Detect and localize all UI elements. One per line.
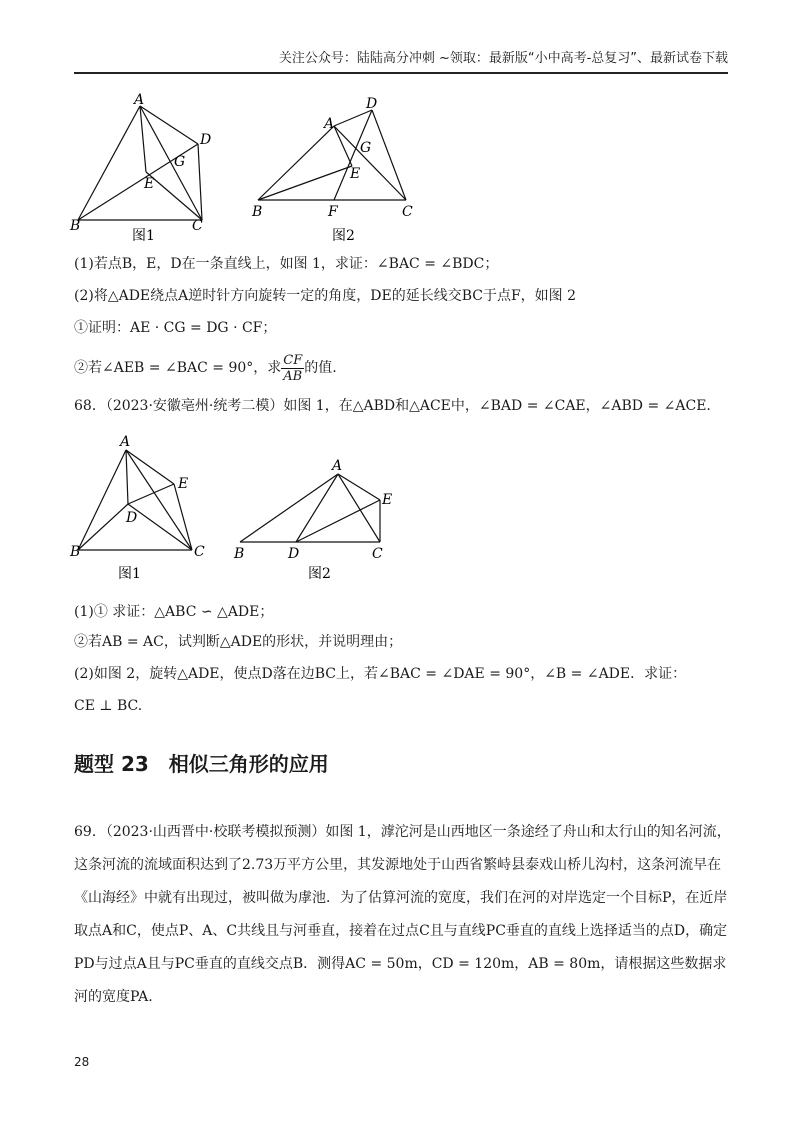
label-B: B <box>70 544 81 560</box>
p67-q1: (1)若点B，E，D在一条直线上，如图 1，求证：∠BAC = ∠BDC； <box>74 256 499 272</box>
p67-q2a: ①证明：AE · CG = DG · CF； <box>74 320 277 336</box>
label-A: A <box>120 434 131 450</box>
label-E: E <box>350 166 361 182</box>
p69-text: 69．（2023·山西晋中·校联考模拟预测）如图 1，滹沱河是山西地区一条途经了舟山和太行山的知名河流，这条河流的流域面积达到了2.73万平方公里，其发源地处于山西省繁峙县泰戏山桥儿沟村，这条河流早在《山海经》中就有出现过，被叫做为虖池．为了估算河流的宽度，我们在河的对岸选定一个目标P，在近岸取点A和C，使点P、A、C共线且与河垂直，接着在过点C且与直线PC垂直的直线上选择适当的点D，确定PD与过点A且与PC垂直的直线交点B．测得AC = 50m，CD = 120m，AB = 80m，请根据这些数据求河的宽度PA. <box>74 824 731 1005</box>
label-B: B <box>70 218 81 234</box>
page-number: 28 <box>74 1055 90 1069</box>
caption: 图2 <box>332 228 355 244</box>
caption: 图2 <box>308 566 331 582</box>
figure-67-1 <box>66 92 226 248</box>
label-A: A <box>134 92 145 108</box>
header-text: 关注公众号：陆陆高分冲刺 ~领取：最新版“小中高考-总复习”、最新试卷下载 <box>278 51 728 66</box>
label-B: B <box>234 546 245 562</box>
label-D: D <box>126 510 138 526</box>
label-E: E <box>382 492 393 508</box>
fraction-numerator: CF <box>283 352 303 368</box>
p67-q2b-post: 的值. <box>304 360 337 376</box>
fraction-cf-ab <box>281 353 304 384</box>
label-E: E <box>144 176 155 192</box>
label-E: E <box>178 476 189 492</box>
caption: 图1 <box>132 228 155 244</box>
p68-stem: 68．（2023·安徽亳州·统考二模）如图 1，在△ABD和△ACE中，∠BAD = ∠CAE，∠ABD = ∠ACE. <box>74 398 711 414</box>
label-D: D <box>288 546 300 562</box>
section-title: 题型 23 相似三角形的应用 <box>74 752 329 776</box>
label-D: D <box>200 132 212 148</box>
figure-67-2 <box>248 92 428 248</box>
p68-q1a: (1)① 求证：△ABC ∽ △ADE； <box>74 604 274 620</box>
label-G: G <box>174 154 186 170</box>
caption: 图1 <box>118 566 141 582</box>
p68-q2b: CE ⊥ BC. <box>74 698 143 714</box>
label-A: A <box>324 116 335 132</box>
p67-q2: (2)将△ADE绕点A逆时针方向旋转一定的角度，DE的延长线交BC于点F，如图 2 <box>74 288 577 304</box>
fraction-denominator: AB <box>283 368 303 384</box>
page-header <box>74 50 728 74</box>
p67-q2b-pre: ②若∠AEB = ∠BAC = 90°，求 <box>74 360 282 376</box>
label-C: C <box>402 204 413 220</box>
label-A: A <box>332 458 343 474</box>
label-F: F <box>328 204 338 220</box>
label-C: C <box>372 546 383 562</box>
p67-q2b <box>74 350 337 386</box>
figure-68-2 <box>230 452 410 588</box>
label-C: C <box>194 544 205 560</box>
label-B: B <box>252 204 263 220</box>
label-D: D <box>366 96 378 112</box>
p68-q2: (2)如图 2，旋转△ADE，使点D落在边BC上，若∠BAC = ∠DAE = 90°，∠B = ∠ADE．求证： <box>74 666 687 682</box>
figure-68-1 <box>66 432 216 588</box>
label-C: C <box>192 218 203 234</box>
label-G: G <box>360 140 372 156</box>
p68-q1b: ②若AB = AC，试判断△ADE的形状，并说明理由； <box>74 634 403 650</box>
